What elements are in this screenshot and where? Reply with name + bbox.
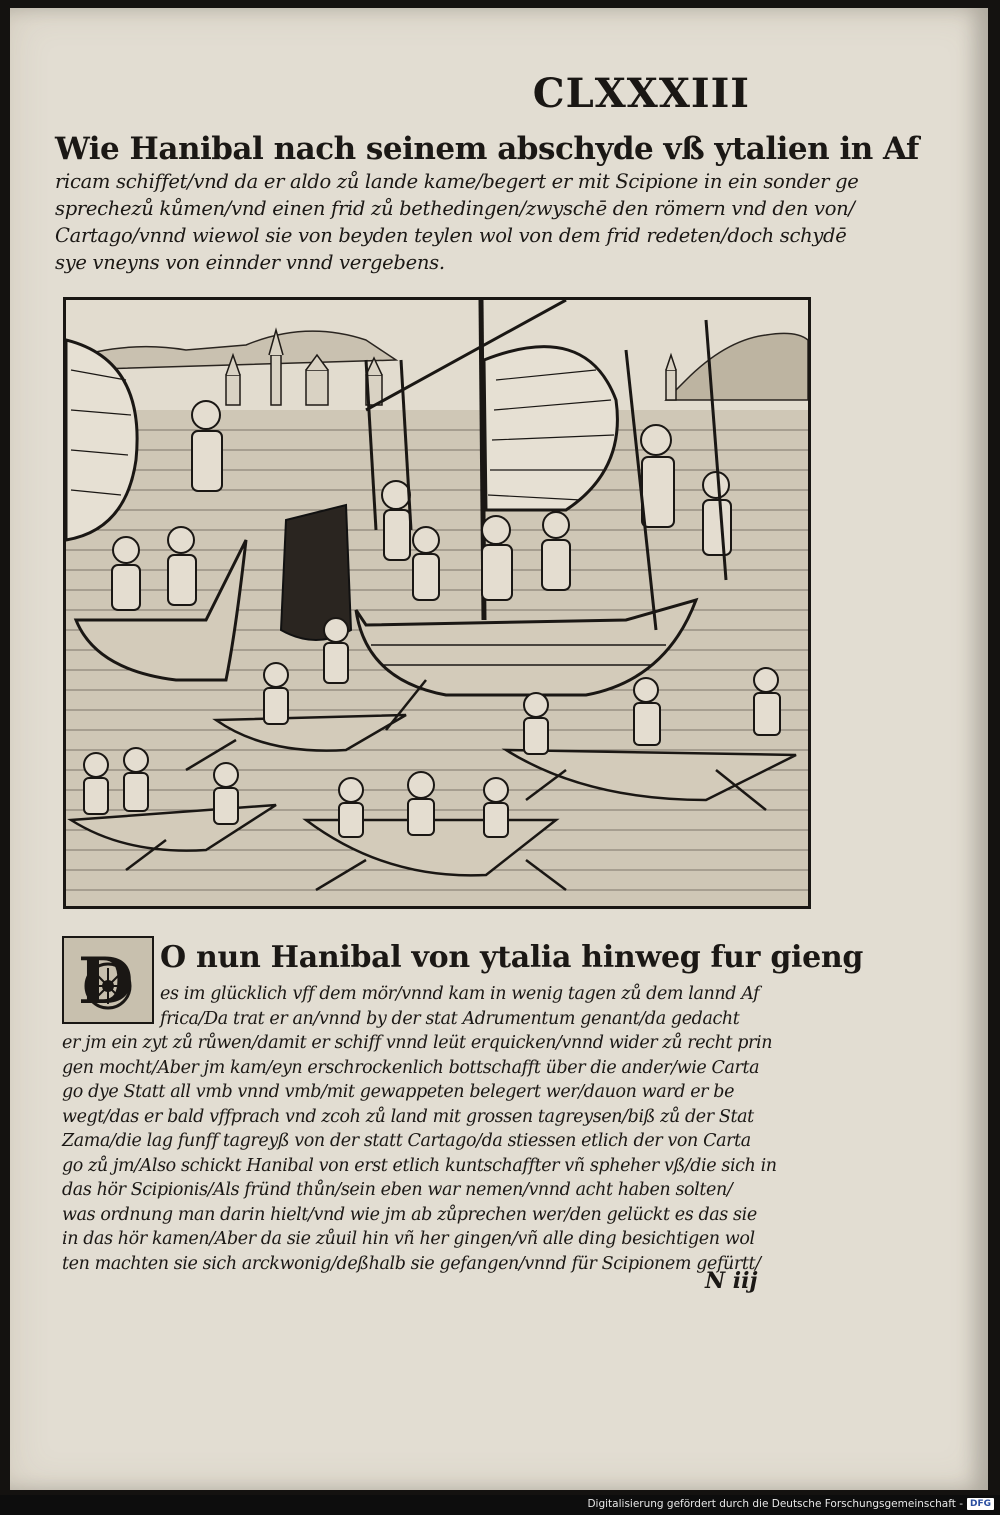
chapter-heading	[55, 130, 919, 276]
body-line: er jm ein zyt zů růwen/damit er schiff vnnd leüt erquicken/vnnd wider zů recht prin	[62, 1033, 773, 1053]
body-line: was ordnung man darin hielt/vnd wie jm ab zůprechen wer/den gelückt es das sie	[62, 1204, 757, 1225]
body-line: es im glücklich vff dem mör/vnnd kam in wenig tagen zů dem lannd Af	[160, 984, 760, 1004]
body-line: go dye Statt all vmb vnnd vmb/mit gewappeten belegert wer/dauon ward er be	[62, 1082, 735, 1102]
heading-line: sprechezů kůmen/vnd einen frid zů bethedingen/zwyschē den römern vnd den von/	[55, 197, 855, 220]
heading-line: Cartago/vnnd wiewol sie von beyden teylen wol von dem frid redeten/doch schydē	[55, 224, 847, 247]
heading-first-line: Wie Hanibal nach seinem abschyde vß ytalien in Af	[55, 131, 919, 167]
body-paragraph	[62, 982, 822, 1276]
signature-mark: N iij	[705, 1268, 758, 1294]
body-line: go zů jm/Also schickt Hanibal von erst etlich kuntschaffter vñ spheher vß/die sich in	[62, 1155, 777, 1176]
heading-line: ricam schiffet/vnd da er aldo zů lande kame/begert er mit Scipione in ein sonder ge	[55, 170, 859, 193]
digitization-footer	[587, 1496, 994, 1512]
body-line: in das hör kamen/Aber da sie zůuil hin vñ her gingen/vñ alle ding besichtigen wol	[62, 1229, 755, 1249]
woodcut-illustration	[63, 297, 811, 909]
body-line: Zama/die lag funff tagreyß von der statt Cartago/da stiessen etlich der von Carta	[62, 1131, 751, 1151]
dfg-logo-badge: DFG	[967, 1498, 994, 1510]
body-line: das hör Scipionis/Als fründ thůn/sein eben war nemen/vnnd acht haben solten/	[62, 1180, 733, 1200]
body-line: frica/Da trat er an/vnnd by der stat Adrumentum genant/da gedacht	[160, 1008, 740, 1029]
body-first-line: O nun Hanibal von ytalia hinweg fur gieng	[160, 940, 864, 975]
footer-credit: Digitalisierung gefördert durch die Deutsche Forschungsgemeinschaft -	[587, 1498, 963, 1510]
heading-line: sye vneyns von einnder vnnd vergebens.	[55, 251, 445, 274]
body-line: gen mocht/Aber jm kam/eyn erschrockenlich bottschafft über die ander/wie Carta	[62, 1057, 760, 1078]
folio-number: CLXXXIII	[532, 70, 750, 117]
naval-scene-woodcut	[66, 300, 808, 906]
initial-letter: D	[78, 944, 134, 1019]
body-line: ten machten sie sich arckwonig/deßhalb sie gefangen/vnnd für Scipionem gefürtt/	[62, 1253, 761, 1274]
body-line: wegt/das er bald vffprach vnd zcoh zů land mit grossen tagreysen/biß zů der Stat	[62, 1106, 754, 1127]
